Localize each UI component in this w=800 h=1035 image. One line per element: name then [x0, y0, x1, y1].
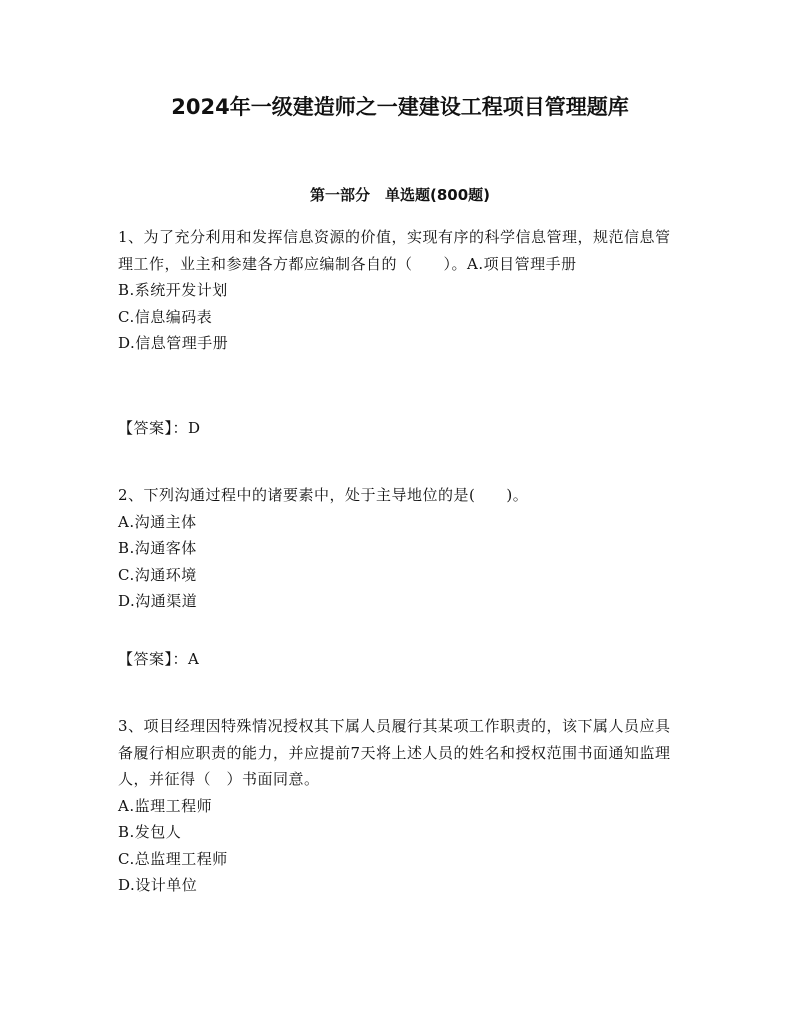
option-c: C.沟通环境 — [118, 565, 197, 584]
option-b: B.系统开发计划 — [118, 281, 228, 299]
question-3 — [118, 713, 683, 899]
question-1 — [118, 224, 683, 357]
answer-2: 【答案】：A — [118, 650, 200, 668]
document-title: 2024年一级建造师之一建建设工程项目管理题库 — [171, 95, 629, 119]
option-b: B.发包人 — [118, 823, 182, 841]
option-b: B.沟通客体 — [118, 539, 197, 557]
question-stem: 2、下列沟通过程中的诸要素中，处于主导地位的是( )。 — [118, 486, 529, 504]
option-a: A.监理工程师 — [118, 796, 213, 815]
question-2 — [118, 482, 683, 615]
option-c: C.总监理工程师 — [118, 849, 228, 868]
question-stem: 3、项目经理因特殊情况授权其下属人员履行其某项工作职责的，该下属人员应具备履行相应职责的能力，并应提前7天将上述人员的姓名和授权范围书面通知监理人，并征得（ ）书面同意。 — [118, 717, 671, 788]
section-title: 第一部分 单选题(800题) — [309, 186, 491, 204]
answer-1: 【答案】：D — [118, 419, 201, 437]
question-stem: 1、为了充分利用和发挥信息资源的价值，实现有序的科学信息管理，规范信息管理工作，业主和参建各方都应编制各自的（ ）。A.项目管理手册 — [118, 228, 671, 273]
option-a: A.沟通主体 — [118, 512, 197, 531]
option-d: D.沟通渠道 — [118, 592, 198, 610]
option-c: C.信息编码表 — [118, 307, 213, 326]
option-d: D.信息管理手册 — [118, 334, 229, 352]
option-d: D.设计单位 — [118, 876, 198, 894]
